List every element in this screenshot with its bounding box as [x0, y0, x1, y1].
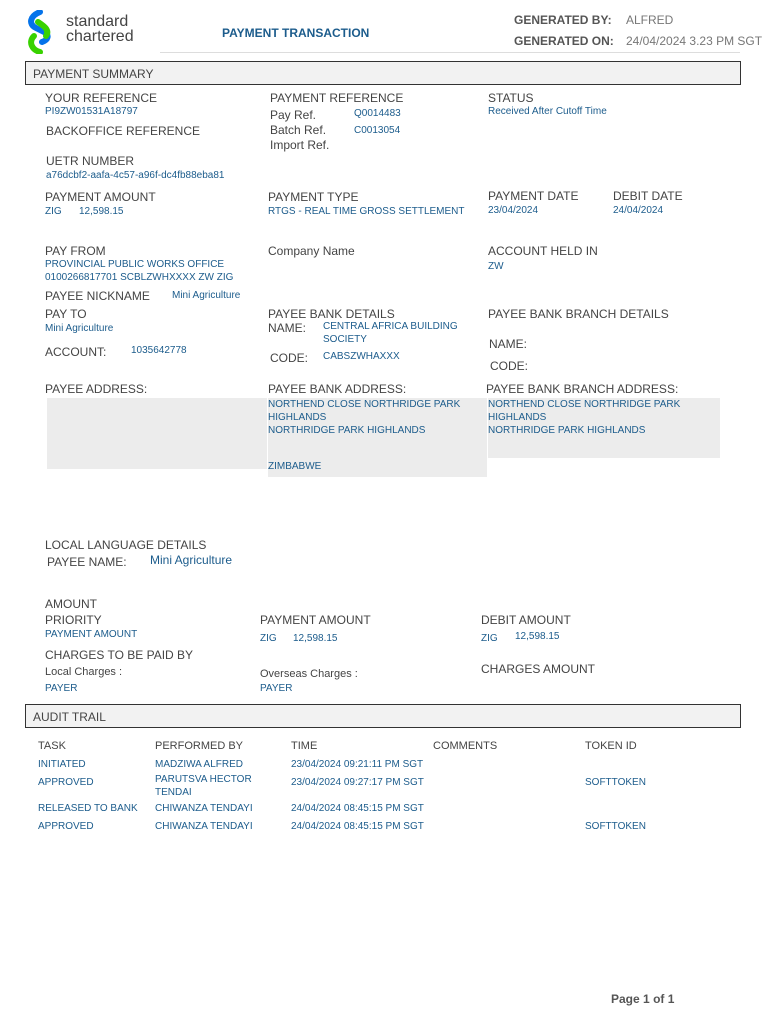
- audit-header-performed-by: PERFORMED BY: [155, 740, 244, 752]
- generated-on-label: GENERATED ON:: [514, 34, 614, 48]
- page-label: Page: [611, 992, 640, 1006]
- priority-value: PAYMENT AMOUNT: [45, 629, 138, 640]
- uetr-value: a76dcbf2-aafa-4c57-a96f-dc4fb88eba81: [46, 170, 225, 181]
- bank-address-line1: NORTHEND CLOSE NORTHRIDGE PARK: [268, 399, 461, 410]
- audit-performed-by-line2: TENDAI: [155, 787, 192, 798]
- debit-amount-label: DEBIT AMOUNT: [481, 613, 571, 627]
- branch-address-line1: NORTHEND CLOSE NORTHRIDGE PARK: [488, 399, 681, 410]
- payee-nickname-value: Mini Agriculture: [172, 290, 241, 301]
- generated-on-value: 24/04/2024 3.23 PM SGT: [626, 34, 763, 48]
- branch-address-label: PAYEE BANK BRANCH ADDRESS:: [486, 382, 679, 396]
- payment-date-value: 23/04/2024: [488, 205, 539, 216]
- page-number: [611, 992, 674, 1006]
- local-charges-value: PAYER: [45, 683, 78, 694]
- branch-name-label: NAME:: [489, 337, 528, 351]
- audit-trail-section: [25, 704, 741, 728]
- status-label: STATUS: [488, 91, 534, 105]
- page-total: 1: [667, 992, 675, 1006]
- page-of: of: [653, 992, 665, 1006]
- pay-to-label: PAY TO: [45, 307, 87, 321]
- import-ref-label: Import Ref.: [270, 138, 330, 152]
- section-title: AUDIT TRAIL: [33, 710, 106, 724]
- overseas-charges-label: Overseas Charges :: [260, 668, 358, 680]
- pay-ref-value: Q0014483: [354, 108, 401, 119]
- your-reference-label: YOUR REFERENCE: [45, 91, 158, 105]
- generated-by-label: GENERATED BY:: [514, 13, 612, 27]
- amount-label: AMOUNT: [45, 597, 97, 611]
- debit-amount-value: 12,598.15: [515, 631, 560, 642]
- local-charges-label: Local Charges :: [45, 666, 123, 678]
- payee-bank-details-label: PAYEE BANK DETAILS: [268, 307, 395, 321]
- priority-label: PRIORITY: [45, 613, 102, 627]
- payment-date-label: PAYMENT DATE: [488, 189, 579, 203]
- charges-amount-label: CHARGES AMOUNT: [481, 662, 596, 676]
- amount-payment-value: 12,598.15: [293, 633, 338, 644]
- logo: [24, 10, 154, 54]
- branch-address-line3: NORTHRIDGE PARK HIGHLANDS: [488, 425, 646, 436]
- audit-task: APPROVED: [38, 777, 94, 788]
- audit-time: 23/04/2024 09:21:11 PM SGT: [291, 759, 424, 770]
- audit-performed-by: CHIWANZA TENDAYI: [155, 821, 253, 832]
- bank-address-line2: HIGHLANDS: [268, 412, 327, 423]
- branch-details-label: PAYEE BANK BRANCH DETAILS: [488, 307, 669, 321]
- amount-payment-currency: ZIG: [260, 633, 277, 644]
- payee-address-label: PAYEE ADDRESS:: [45, 382, 148, 396]
- standard-chartered-logo-icon: [24, 10, 56, 54]
- logo-text-line2: chartered: [66, 28, 134, 45]
- local-language-label: LOCAL LANGUAGE DETAILS: [45, 538, 207, 552]
- generated-by-value: ALFRED: [626, 13, 674, 27]
- payment-currency: ZIG: [45, 206, 62, 217]
- debit-currency: ZIG: [481, 633, 498, 644]
- bank-name-label: NAME:: [268, 321, 307, 335]
- bank-address-label: PAYEE BANK ADDRESS:: [268, 382, 407, 396]
- batch-ref-value: C0013054: [354, 125, 401, 136]
- status-value: Received After Cutoff Time: [488, 106, 607, 117]
- audit-token: SOFTTOKEN: [585, 821, 646, 832]
- pay-from-label: PAY FROM: [45, 244, 106, 258]
- debit-date-label: DEBIT DATE: [613, 189, 683, 203]
- overseas-charges-value: PAYER: [260, 683, 293, 694]
- pay-ref-label: Pay Ref.: [270, 108, 317, 122]
- amount-payment-label: PAYMENT AMOUNT: [260, 613, 371, 627]
- payment-amount-value: 12,598.15: [79, 206, 124, 217]
- audit-header-time: TIME: [291, 740, 318, 752]
- bank-name-line2: SOCIETY: [323, 334, 367, 345]
- bank-address-line3: NORTHRIDGE PARK HIGHLANDS: [268, 425, 426, 436]
- batch-ref-label: Batch Ref.: [270, 123, 327, 137]
- local-payee-name-value: Mini Agriculture: [150, 553, 233, 567]
- audit-task: RELEASED TO BANK: [38, 803, 138, 814]
- logo-text-line1: standard: [66, 13, 129, 30]
- backoffice-reference-label: BACKOFFICE REFERENCE: [46, 124, 201, 138]
- audit-performed-by: CHIWANZA TENDAYI: [155, 803, 253, 814]
- payee-nickname-label: PAYEE NICKNAME: [45, 289, 150, 303]
- debit-date-value: 24/04/2024: [613, 205, 664, 216]
- page-title: PAYMENT TRANSACTION: [222, 26, 370, 40]
- audit-token: SOFTTOKEN: [585, 777, 646, 788]
- audit-header-token-id: TOKEN ID: [585, 740, 637, 752]
- audit-task: INITIATED: [38, 759, 86, 770]
- section-title: PAYMENT SUMMARY: [33, 67, 154, 81]
- branch-address-line2: HIGHLANDS: [488, 412, 547, 423]
- header-divider: [160, 52, 740, 53]
- audit-time: 23/04/2024 09:27:17 PM SGT: [291, 777, 424, 788]
- payment-reference-label: PAYMENT REFERENCE: [270, 91, 404, 105]
- audit-performed-by: MADZIWA ALFRED: [155, 759, 243, 770]
- your-reference-value: PI9ZW01531A18797: [45, 106, 138, 117]
- pay-from-line1: PROVINCIAL PUBLIC WORKS OFFICE: [45, 259, 225, 270]
- charges-paid-by-label: CHARGES TO BE PAID BY: [45, 648, 194, 662]
- payment-type-label: PAYMENT TYPE: [268, 190, 359, 204]
- pay-from-line2: 0100266817701 SCBLZWHXXXX ZW ZIG: [45, 272, 234, 283]
- audit-time: 24/04/2024 08:45:15 PM SGT: [291, 803, 424, 814]
- pay-to-value: Mini Agriculture: [45, 323, 114, 334]
- account-held-in-value: ZW: [488, 261, 504, 272]
- bank-code-value: CABSZWHAXXX: [323, 351, 400, 362]
- bank-address-line4: ZIMBABWE: [268, 461, 322, 472]
- payment-summary-section: [25, 61, 741, 85]
- page-current: 1: [643, 992, 650, 1006]
- account-value: 1035642778: [131, 345, 187, 356]
- payee-address-box: [47, 398, 267, 469]
- audit-header-comments: COMMENTS: [433, 740, 498, 752]
- audit-time: 24/04/2024 08:45:15 PM SGT: [291, 821, 424, 832]
- account-held-in-label: ACCOUNT HELD IN: [488, 244, 598, 258]
- payment-amount-label: PAYMENT AMOUNT: [45, 190, 156, 204]
- bank-code-label: CODE:: [270, 351, 309, 365]
- local-payee-name-label: PAYEE NAME:: [47, 555, 127, 569]
- audit-task: APPROVED: [38, 821, 94, 832]
- company-name-label: Company Name: [268, 244, 355, 258]
- uetr-label: UETR NUMBER: [46, 154, 135, 168]
- payment-type-value: RTGS - REAL TIME GROSS SETTLEMENT: [268, 206, 465, 217]
- account-label: ACCOUNT:: [45, 345, 107, 359]
- bank-name-line1: CENTRAL AFRICA BUILDING: [323, 321, 458, 332]
- audit-header-task: TASK: [38, 740, 66, 752]
- branch-code-label: CODE:: [490, 359, 529, 373]
- audit-performed-by: PARUTSVA HECTOR: [155, 774, 252, 785]
